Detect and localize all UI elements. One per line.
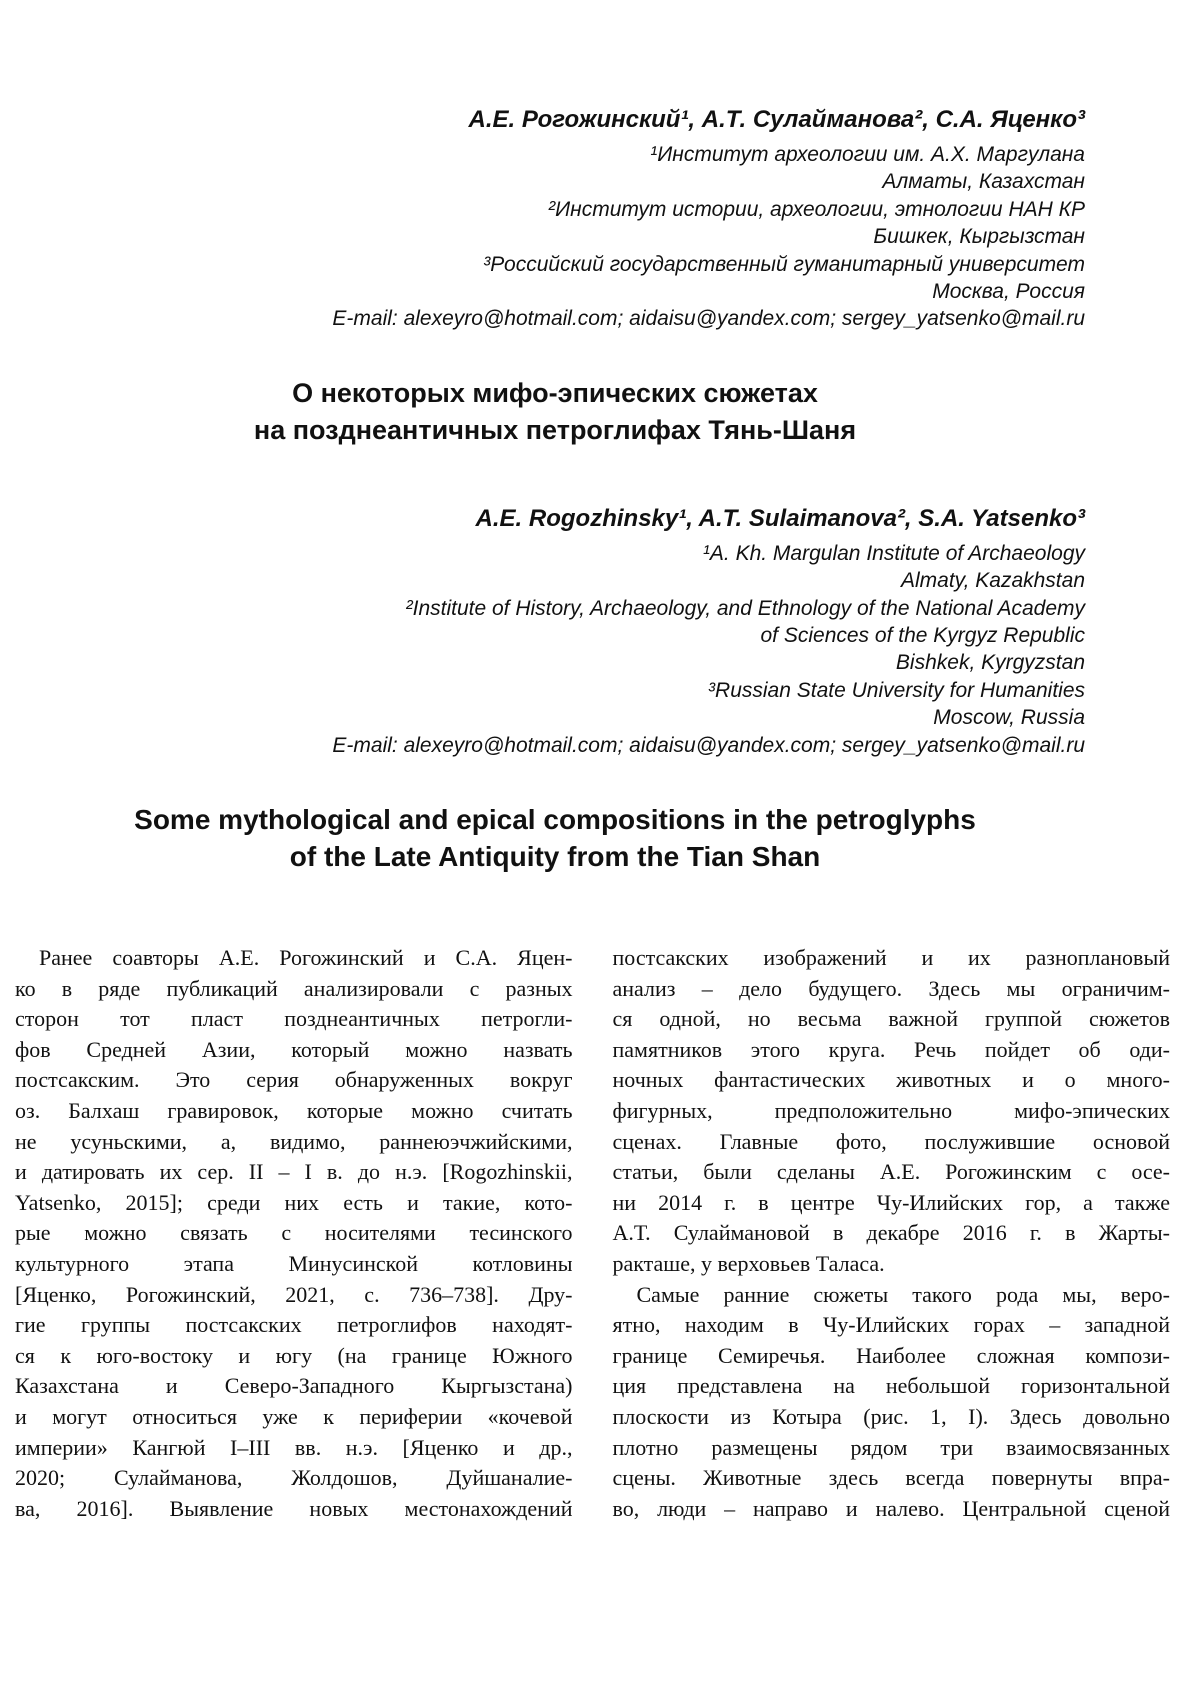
body-text-line: А.Т. Сулаймановой в декабре 2016 г. в Жарты- <box>612 1220 1170 1246</box>
body-text-line: оз. Балхаш гравировок, которые можно считать <box>15 1098 573 1124</box>
body-text-line: ракташе, у верховьев Таласа. <box>612 1251 885 1277</box>
body-text-line: ся к юго-востоку и югу (на границе Южного <box>15 1342 573 1368</box>
body-text-line: памятников этого круга. Речь пойдет об оди- <box>612 1036 1170 1062</box>
text-column-right <box>613 943 1171 1524</box>
affiliation-line-ru: Бишкек, Кыргызстан <box>873 225 1085 249</box>
body-text-line: ночных фантастических животных и о много- <box>612 1067 1170 1093</box>
body-text-line: фов Средней Азии, который можно назвать <box>15 1036 573 1062</box>
body-text-line: ни 2014 г. в центре Чу-Илийских гор, а также <box>612 1189 1170 1215</box>
body-text-line: во, люди – направо и налево. Центральной сценой <box>612 1495 1170 1521</box>
affiliation-line-en: Almaty, Kazakhstan <box>900 569 1085 593</box>
body-text-line: Самые ранние сюжеты такого рода мы, веро- <box>636 1281 1170 1307</box>
body-text-line: не усуньскими, а, видимо, раннеюэчжийскими, <box>15 1128 573 1154</box>
article-title-en-line2: of the Late Antiquity from the Tian Shan <box>289 841 821 873</box>
body-text-line: сцены. Животные здесь всегда повернуты впра- <box>612 1465 1170 1491</box>
body-text-line: Ранее соавторы А.Е. Рогожинский и С.А. Яцен- <box>39 945 573 971</box>
body-text-line: и могут относиться уже к периферии «кочевой <box>15 1404 573 1429</box>
affiliations-ru <box>0 141 1191 333</box>
body-text-line: культурного этапа Минусинской котловины <box>15 1251 573 1277</box>
authors-line-en: A.E. Rogozhinsky¹, A.T. Sulaimanova², S.A. Yatsenko³ <box>475 504 1085 532</box>
affiliation-line-ru: E-mail: alexeyro@hotmail.com; aidaisu@yandex.com; sergey_yatsenko@mail.ru <box>332 307 1085 331</box>
article-title-ru-line1: О некоторых мифо-эпических сюжетах <box>292 377 818 408</box>
body-text-line: сценах. Главные фото, послужившие основой <box>612 1128 1170 1154</box>
body-text-line: [Яценко, Рогожинский, 2021, с. 736–738]. Дру- <box>15 1281 573 1307</box>
body-text-line: постсакских изображений и их разноплановый <box>612 945 1170 971</box>
affiliation-line-en: Moscow, Russia <box>933 706 1085 730</box>
body-text-line: ся одной, но весьма важной группой сюжетов <box>612 1006 1170 1032</box>
body-text-line: Казахстана и Северо-Западного Кыргызстана) <box>15 1373 573 1399</box>
affiliation-line-en: ³Russian State University for Humanities <box>708 678 1085 702</box>
body-text-line: постсакским. Это серия обнаруженных вокруг <box>15 1067 573 1093</box>
body-text-line: границе Семиречья. Наиболее сложная компози- <box>612 1342 1170 1368</box>
body-text-line: фигурных, предположительно мифо-эпических <box>612 1098 1170 1124</box>
article-title-ru <box>15 375 1095 449</box>
affiliation-line-ru: ³Российский государственный гуманитарный университет <box>483 252 1085 276</box>
body-text-line: ко в ряде публикаций анализировали с разных <box>15 975 573 1001</box>
article-title-en-line1: Some mythological and epical compositions in the petroglyphs <box>134 804 976 836</box>
article-title-en <box>15 801 1095 875</box>
affiliation-line-en: E-mail: alexeyro@hotmail.com; aidaisu@yandex.com; sergey_yatsenko@mail.ru <box>332 733 1085 757</box>
affiliation-line-ru: Алматы, Казахстан <box>882 170 1085 194</box>
authors-line-ru: А.Е. Рогожинский¹, А.Т. Сулайманова², С.А. Яценко³ <box>468 106 1085 133</box>
affiliations-en <box>0 540 1191 759</box>
body-text-line: рые можно связать с носителями тесинского <box>15 1220 573 1246</box>
body-text-line: ва, 2016]. Выявление новых местонахождений <box>15 1495 573 1521</box>
body-text-line: статьи, были сделаны А.Е. Рогожинским с осе- <box>612 1159 1170 1185</box>
affiliation-line-ru: ¹Институт археологии им. А.Х. Маргулана <box>650 143 1085 166</box>
body-text-line: и датировать их сер. II – I в. до н.э. [Rogozhinskii, <box>15 1159 573 1185</box>
article-title-ru-line2: на позднеантичных петроглифах Тянь-Шаня <box>253 414 857 445</box>
body-text-line: плоскости из Котыра (рис. 1, I). Здесь довольно <box>612 1404 1170 1429</box>
body-text-line: анализ – дело будущего. Здесь мы ограничим- <box>612 975 1170 1001</box>
affiliation-line-ru: Москва, Россия <box>932 280 1085 304</box>
affiliation-line-en: ²Institute of History, Archaeology, and Ethnology of the National Academy <box>405 596 1085 620</box>
body-text-line: сторон тот пласт позднеантичных петрогли- <box>15 1006 573 1032</box>
body-text-line: империи» Кангюй I–III вв. н.э. [Яценко и др., <box>15 1434 573 1460</box>
body-text-line: Yatsenko, 2015]; среди них есть и такие, кото- <box>15 1189 573 1215</box>
body-text-line: 2020; Сулайманова, Жолдошов, Дуйшаналие- <box>15 1465 573 1491</box>
affiliation-line-en: ¹A. Kh. Margulan Institute of Archaeology <box>702 541 1085 565</box>
body-text-line: ция представлена на небольшой горизонтальной <box>612 1373 1170 1399</box>
affiliation-line-en: Bishkek, Kyrgyzstan <box>895 651 1085 675</box>
body-text-line: плотно размещены рядом три взаимосвязанных <box>612 1434 1170 1460</box>
body-text <box>15 943 1170 1524</box>
body-text-line: гие группы постсакских петроглифов находят- <box>15 1312 573 1338</box>
text-column-left <box>15 943 573 1524</box>
affiliation-line-en: of Sciences of the Kyrgyz Republic <box>760 624 1085 648</box>
body-text-line: ятно, находим в Чу-Илийских горах – западной <box>612 1312 1170 1338</box>
affiliation-line-ru: ²Институт истории, археологии, этнологии НАН КР <box>548 197 1085 221</box>
